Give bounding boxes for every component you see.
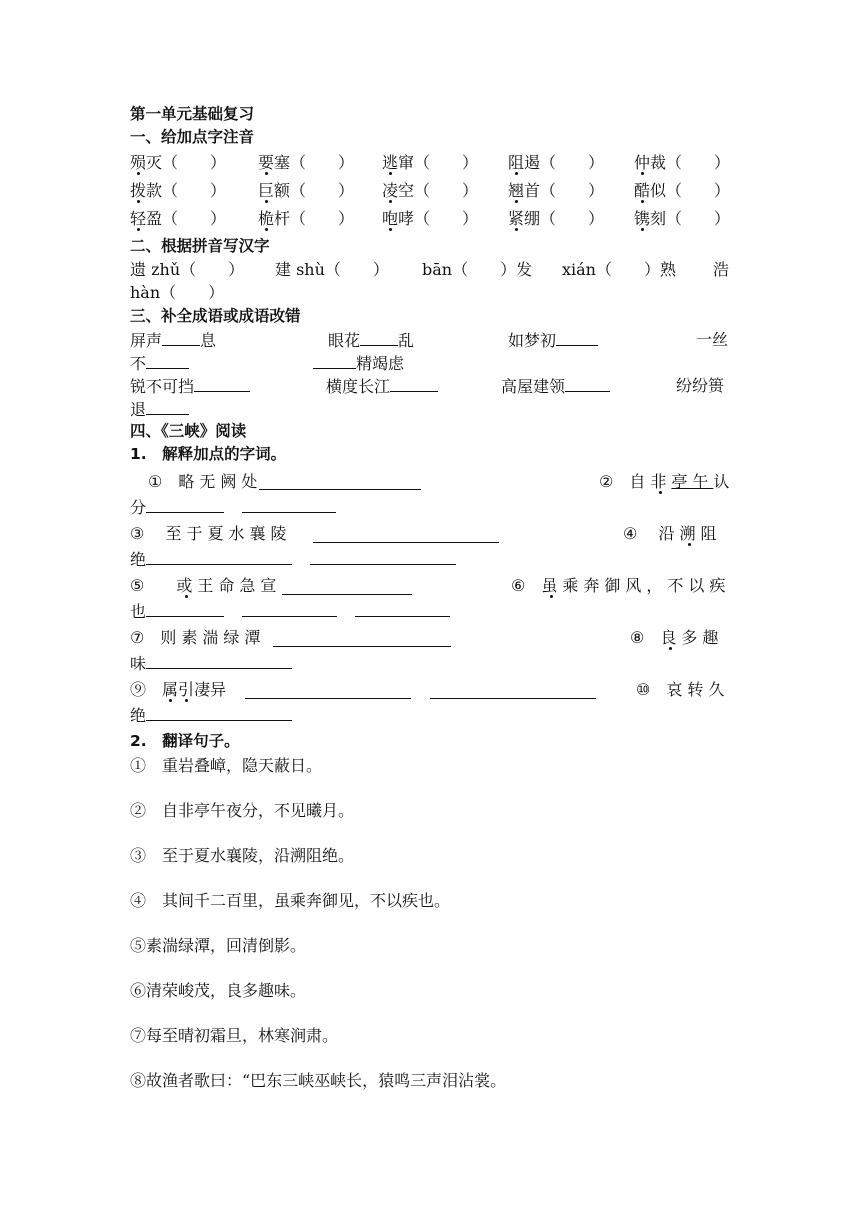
section-1-heading: 一、给加点字注音 (130, 128, 255, 146)
pinyin-item (382, 205, 478, 233)
explain-row (130, 677, 730, 703)
answer-blank[interactable] (360, 328, 398, 346)
answer-blank[interactable] (146, 397, 189, 415)
answer-blank[interactable] (310, 547, 456, 565)
idiom-text: 锐不可挡 (130, 377, 195, 396)
pinyin-row (130, 258, 730, 281)
pinyin-item: xián（ ）熟 (562, 260, 676, 279)
item-number: ⑦ (130, 628, 145, 647)
dotted-char: 翘 (508, 181, 525, 200)
question-1: 1. 解释加点的字词。 (130, 445, 287, 463)
phrase-text: 自非亭午认 (629, 472, 735, 491)
translation-sentence: ⑧故渔者歌曰：“巴东三峡巫峡长，猿鸣三声泪沾裳。 (130, 1071, 507, 1090)
word-char: 裁 (650, 153, 667, 172)
pinyin-item (508, 149, 604, 177)
idiom-row (130, 374, 730, 397)
answer-paren[interactable]: （ ） (290, 209, 355, 228)
phrase-text: 属引凄异 (162, 680, 227, 699)
answer-blank[interactable] (313, 525, 499, 543)
answer-paren[interactable]: （ ） (540, 181, 605, 200)
answer-blank[interactable] (282, 577, 412, 595)
pinyin-item (508, 177, 604, 205)
phrase-text: 分 (130, 498, 147, 517)
dotted-char: 酷 (634, 181, 651, 200)
phrase-text: 略无阙处 (178, 472, 263, 491)
translation-sentence: ② 自非亭午夜分，不见曦月。 (130, 801, 355, 820)
idiom-text: 横度长江 (326, 377, 391, 396)
pinyin-item (382, 177, 478, 205)
dotted-char: 桅 (258, 209, 275, 228)
phrase-text: 至于夏水襄陵 (165, 524, 292, 543)
item-number: ② (599, 472, 614, 491)
dotted-char: 巨 (258, 181, 275, 200)
dotted-char: 阻 (508, 153, 525, 172)
answer-paren[interactable]: （ ） (414, 153, 479, 172)
answer-blank[interactable] (146, 599, 224, 617)
answer-blank[interactable] (146, 351, 189, 369)
answer-paren[interactable]: （ ） (540, 153, 605, 172)
word-char: 灭 (146, 153, 163, 172)
explain-row (130, 495, 730, 521)
explain-row (130, 468, 735, 495)
answer-blank[interactable] (245, 681, 411, 699)
pinyin-item (508, 205, 604, 233)
pinyin-row (130, 205, 730, 233)
pinyin-item (130, 149, 226, 177)
idiom-text: 如梦初 (508, 331, 557, 350)
phrase-text: 良多趣 (660, 628, 724, 647)
pinyin-item (634, 177, 730, 205)
answer-blank[interactable] (259, 472, 421, 490)
worksheet (130, 103, 735, 1113)
idiom-text: 一丝 (696, 330, 729, 349)
pinyin-grid (130, 149, 730, 233)
phrase-text: 虽乘奔御风，不以疾 (541, 576, 731, 595)
item-number: ④ (623, 524, 638, 543)
pinyin-item (130, 177, 226, 205)
pinyin-item: 建 shù（ ） (275, 260, 389, 279)
item-number: ③ (130, 524, 145, 543)
explain-row (130, 651, 730, 677)
dotted-char: 仲 (634, 153, 651, 172)
answer-paren[interactable]: （ ） (666, 209, 731, 228)
phrase-text: 绝 (130, 550, 147, 569)
phrase-text: 则素湍绿潭 (160, 628, 266, 647)
answer-blank[interactable] (313, 351, 356, 369)
pinyin-item: hàn（ ） (130, 283, 225, 302)
answer-blank[interactable] (162, 328, 200, 346)
answer-blank[interactable] (146, 495, 224, 513)
explain-row (130, 573, 730, 599)
word-char: 空 (398, 181, 415, 200)
section-3-heading: 三、补全成语或成语改错 (130, 307, 301, 325)
item-number: ⑥ (511, 576, 526, 595)
pinyin-item (258, 205, 354, 233)
answer-paren[interactable]: （ ） (540, 209, 605, 228)
word-char: 绷 (524, 209, 541, 228)
idiom-text: 不 (130, 354, 147, 373)
answer-blank[interactable] (355, 599, 450, 617)
idiom-text: 乱 (398, 331, 415, 350)
translation-sentence: ④ 其间千二百里，虽乘奔御见，不以疾也。 (130, 891, 451, 910)
translation-sentence: ⑦每至晴初霜旦，林寒涧肃。 (130, 1026, 339, 1045)
answer-blank[interactable] (146, 547, 292, 565)
dotted-char: 咆 (382, 209, 399, 228)
word-char: 刻 (650, 209, 667, 228)
dotted-char: 紧 (508, 209, 525, 228)
explain-row (130, 625, 730, 651)
translation-list (130, 753, 730, 1113)
dotted-char: 殒 (130, 153, 147, 172)
pinyin-item (258, 177, 354, 205)
phrase-text: 也 (130, 602, 147, 621)
dotted-char: 拨 (130, 181, 147, 200)
explain-row (130, 703, 730, 729)
section-2-heading: 二、根据拼音写汉字 (130, 237, 270, 255)
answer-blank[interactable] (146, 651, 292, 669)
translation-sentence: ① 重岩叠嶂，隐天蔽日。 (130, 756, 323, 775)
answer-paren[interactable]: （ ） (290, 181, 355, 200)
pinyin-item (634, 149, 730, 177)
dotted-char: 要 (258, 153, 275, 172)
idiom-text: 屏声 (130, 331, 163, 350)
answer-paren[interactable]: （ ） (666, 153, 731, 172)
answer-paren[interactable]: （ ） (290, 153, 355, 172)
answer-blank[interactable] (242, 599, 337, 617)
item-number: ⑧ (630, 628, 645, 647)
phrase-text: 沿溯阻 (658, 524, 722, 543)
word-char: 窜 (398, 153, 415, 172)
answer-paren[interactable]: （ ） (414, 209, 479, 228)
answer-paren[interactable]: （ ） (162, 153, 227, 172)
dotted-char: 逃 (382, 153, 399, 172)
idiom-text: 纷纷篑 (676, 376, 725, 395)
dotted-char: 轻 (130, 209, 147, 228)
pinyin-row (130, 149, 730, 177)
item-number: ⑤ (130, 576, 145, 595)
page-title: 第一单元基础复习 (130, 105, 255, 123)
answer-blank[interactable] (556, 328, 598, 346)
pinyin-item (382, 149, 478, 177)
answer-blank[interactable] (146, 703, 292, 721)
idiom-text: 退 (130, 400, 147, 419)
translation-sentence: ⑥清荣峻茂，良多趣味。 (130, 981, 307, 1000)
pinyin-item: 浩 (713, 260, 730, 279)
answer-blank[interactable] (390, 374, 438, 392)
answer-paren[interactable]: （ ） (162, 209, 227, 228)
word-char: 杆 (274, 209, 291, 228)
dotted-char: 镌 (634, 209, 651, 228)
pinyin-row (130, 177, 730, 205)
answer-paren[interactable]: （ ） (666, 181, 731, 200)
pinyin-item: bān（ ）发 (422, 260, 533, 279)
item-number: ⑨ (130, 680, 147, 699)
word-char: 遏 (524, 153, 541, 172)
answer-paren[interactable]: （ ） (414, 181, 479, 200)
idiom-text: 眼花 (328, 331, 361, 350)
word-char: 塞 (274, 153, 291, 172)
pinyin-row-wrap (130, 281, 730, 304)
idiom-text: 精竭虑 (356, 354, 405, 373)
word-char: 款 (146, 181, 163, 200)
word-char: 哮 (398, 209, 415, 228)
phrase-text: 哀转久 (666, 680, 730, 699)
explain-row (130, 521, 730, 547)
translation-sentence: ③ 至于夏水襄陵，沿溯阻绝。 (130, 846, 355, 865)
explain-row (130, 547, 730, 573)
answer-paren[interactable]: （ ） (162, 181, 227, 200)
phrase-text: 绝 (130, 706, 147, 725)
idiom-text: 息 (200, 331, 217, 350)
idiom-row (130, 397, 730, 420)
idiom-text: 高屋建领 (501, 377, 566, 396)
explain-row (130, 599, 730, 625)
word-char: 首 (524, 181, 541, 200)
pinyin-item (634, 205, 730, 233)
item-number: ⑩ (636, 680, 651, 699)
idiom-row (130, 328, 730, 351)
answer-blank[interactable] (430, 681, 596, 699)
pinyin-item (258, 149, 354, 177)
answer-blank[interactable] (565, 374, 610, 392)
translation-sentence: ⑤素湍绿潭，回清倒影。 (130, 936, 307, 955)
pinyin-item: 遗 zhǔ（ ） (130, 260, 245, 279)
answer-blank[interactable] (242, 495, 336, 513)
phrase-text: 或王命急宣 (176, 576, 282, 595)
dotted-char: 凌 (382, 181, 399, 200)
answer-blank[interactable] (194, 374, 250, 392)
section-4-heading: 四、《三峡》阅读 (130, 422, 247, 440)
phrase-text: 味 (130, 654, 147, 673)
word-char: 额 (274, 181, 291, 200)
pinyin-item (130, 205, 226, 233)
word-char: 盈 (146, 209, 163, 228)
word-char: 似 (650, 181, 667, 200)
item-number: ① (148, 472, 163, 491)
idiom-row (130, 351, 730, 374)
answer-blank[interactable] (273, 629, 451, 647)
question-2: 2. 翻译句子。 (130, 732, 240, 750)
